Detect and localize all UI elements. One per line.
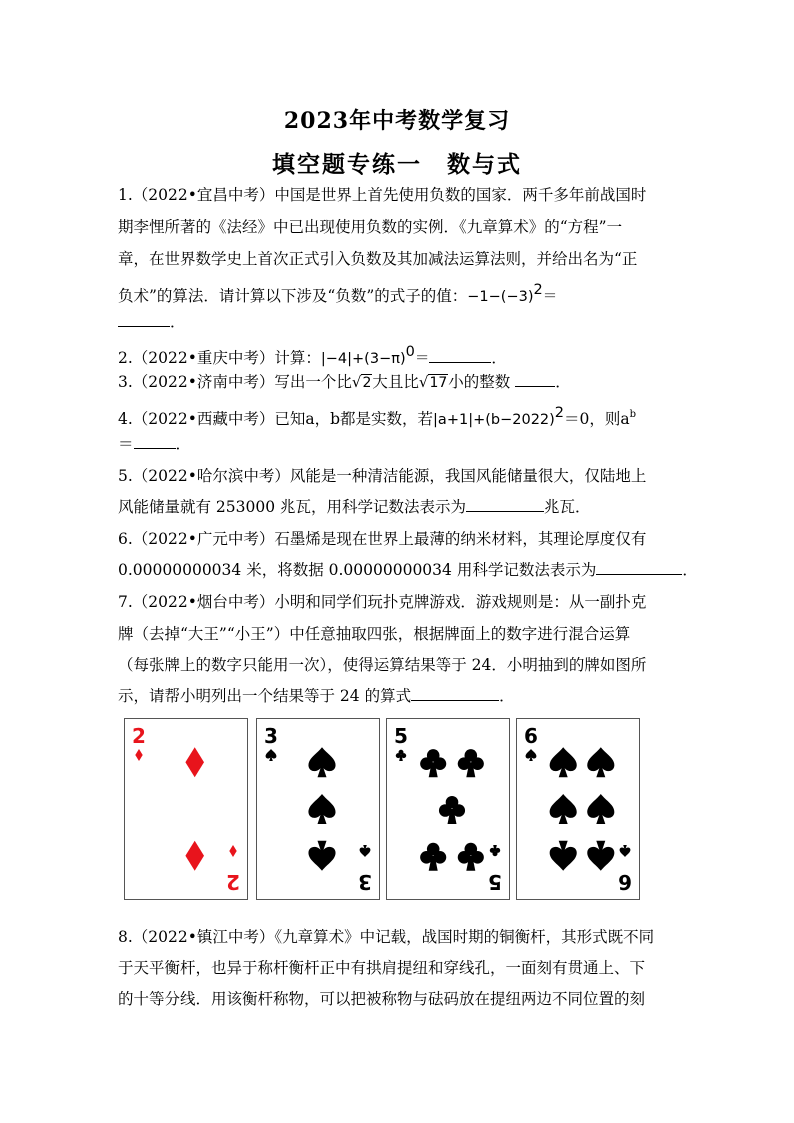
card-suit-pip-icon	[439, 796, 465, 824]
q2-equals: ＝	[414, 351, 430, 367]
q3-line	[118, 372, 678, 393]
q3-sqrt-2: √17	[418, 373, 448, 391]
card-rank-label: 2	[132, 724, 146, 748]
card-suit-pip-icon	[308, 794, 335, 824]
q6-line-1: 6.（2022•广元中考）石墨烯是现在世界上最薄的纳米材料，其理论厚度仅有	[118, 530, 647, 548]
q2-exponent: 0	[405, 344, 415, 360]
q1-period: ．	[170, 313, 186, 331]
q7-answer-blank[interactable]	[411, 686, 499, 701]
card-top-index	[132, 724, 146, 748]
card-suit-pip-icon	[587, 794, 614, 824]
card-two-of-diamonds	[124, 718, 248, 900]
q4-text-b: ＝0，则a	[564, 410, 630, 428]
card-rank-label: 5	[488, 870, 502, 894]
q1-answer-blank[interactable]	[118, 312, 170, 327]
card-rank-label: 2	[226, 870, 240, 894]
card-bottom-index	[618, 870, 632, 894]
card-face	[257, 719, 379, 899]
card-suit-pip-icon	[308, 747, 335, 777]
q8-line-2: 于天平衡杆，也异于称杆衡杆正中有拱肩提纽和穿线孔，一面刻有贯通上、下	[118, 959, 646, 977]
card-rank-label: 6	[524, 724, 538, 748]
q3-answer-blank[interactable]	[515, 372, 555, 387]
q4-exponent-b: b	[629, 409, 637, 420]
q5-line-1: 5.（2022•哈尔滨中考）风能是一种清洁能源，我国风能储量很大，仅陆地上	[118, 467, 647, 485]
q2-answer-blank[interactable]	[429, 348, 491, 363]
card-bottom-index	[358, 870, 372, 894]
card-six-of-spades	[516, 718, 640, 900]
card-suit-pip-icon	[420, 843, 446, 871]
card-bottom-index	[488, 870, 502, 894]
card-top-index	[264, 724, 278, 748]
q4-period: ．	[175, 435, 192, 453]
card-suit-pip-icon	[587, 747, 614, 777]
q6-line-2	[118, 560, 698, 580]
q1-line-2: 期李悝所著的《法经》中已出现使用负数的实例．《九章算术》的“方程”一	[118, 218, 623, 236]
q4-answer-blank[interactable]	[134, 434, 176, 449]
q4-exponent: 2	[554, 405, 565, 421]
q7-text-a: 示，请帮小明列出一个结果等于 24 的算式	[118, 687, 412, 705]
q1-line-5	[118, 312, 678, 332]
card-index-suit-icon	[229, 845, 236, 857]
q7-line-4	[118, 686, 678, 706]
q3-text-c: 小的整数	[448, 373, 511, 391]
q7-line-2: 牌（去掉“大王”“小王”）中任意抽取四张，根据牌面上的数字进行混合运算	[118, 625, 631, 643]
card-index-suit-icon	[620, 845, 631, 857]
q4-equals: ＝	[118, 435, 134, 453]
card-suit-pip-icon	[185, 747, 204, 777]
card-index-suit-icon	[396, 750, 406, 761]
card-face	[517, 719, 639, 899]
q8-line-3: 的十等分线．用该衡杆称物，可以把被称物与砝码放在提纽两边不同位置的刻	[118, 990, 646, 1008]
card-face	[125, 719, 247, 899]
q8-line-1: 8.（2022•镇江中考）《九章算术》中记载，战国时期的铜衡杆，其形式既不同	[118, 928, 655, 946]
q3-text-b: 大且比	[372, 373, 419, 391]
card-suit-pip-icon	[587, 841, 614, 871]
q7-line-1: 7.（2022•烟台中考）小明和同学们玩扑克牌游戏．游戏规则是：从一副扑克	[118, 593, 647, 611]
q5-text-b: 兆瓦．	[544, 498, 591, 516]
q6-text-a: 0.00000000034 米，将数据 0.00000000034 用科学记数法表示为	[118, 561, 597, 579]
q7-line-3: （每张牌上的数字只能用一次），使得运算结果等于 24．小明抽到的牌如图所	[118, 656, 647, 674]
q3-text-a: 3.（2022•济南中考）写出一个比	[118, 373, 352, 391]
q1-line-1: 1.（2022•宜昌中考）中国是世界上首先使用负数的国家．两千多年前战国时	[118, 186, 647, 204]
card-top-index	[524, 724, 538, 748]
q4-text-a: 4.（2022•西藏中考）已知a，b都是实数，若	[118, 410, 434, 428]
card-three-of-spades	[256, 718, 380, 900]
q4-line-1	[118, 403, 678, 430]
q6-period: ．	[682, 561, 698, 579]
card-suit-pip-icon	[458, 843, 484, 871]
q3-sqrt-1: √2	[351, 373, 372, 391]
playing-cards-figure	[124, 718, 668, 902]
q4-line-2	[118, 434, 678, 454]
card-rank-label: 3	[264, 724, 278, 748]
q2-expression: |−4|+(3−π)	[320, 351, 406, 367]
card-top-index	[394, 724, 408, 748]
q3-period: ．	[555, 373, 571, 391]
card-index-suit-icon	[490, 845, 500, 856]
q2-period: ．	[491, 349, 507, 367]
card-bottom-index	[226, 870, 240, 894]
q1-equals: ＝	[542, 289, 558, 305]
card-suit-pip-icon	[308, 841, 335, 871]
card-rank-label: 3	[358, 870, 372, 894]
q6-answer-blank[interactable]	[596, 560, 682, 575]
card-five-of-clubs	[386, 718, 510, 900]
q5-text-a: 风能储量就有 253000 兆瓦，用科学记数法表示为	[118, 498, 467, 516]
page-subtitle: 填空题专练一 数与式	[272, 151, 522, 178]
q7-period: ．	[499, 687, 515, 705]
q1-line-4-text: 负术”的算法．请计算以下涉及“负数”的式子的值：	[118, 287, 468, 305]
card-index-suit-icon	[526, 749, 537, 761]
card-suit-pip-icon	[550, 794, 577, 824]
q2-text: 2.（2022•重庆中考）计算：	[118, 349, 321, 367]
card-suit-pip-icon	[458, 749, 484, 777]
card-suit-pip-icon	[185, 841, 204, 871]
card-suit-pip-icon	[550, 747, 577, 777]
card-suit-pip-icon	[550, 841, 577, 871]
card-index-suit-icon	[266, 749, 277, 761]
q1-expression: −1−(−3)	[467, 289, 534, 305]
q1-line-3: 章，在世界数学史上首次正式引入负数及其加减法运算法则，并给出名为“正	[118, 250, 638, 268]
card-rank-label: 6	[618, 870, 632, 894]
q1-line-4	[118, 280, 678, 307]
card-rank-label: 5	[394, 724, 408, 748]
q1-exponent: 2	[533, 282, 543, 298]
q5-answer-blank[interactable]	[466, 497, 544, 512]
card-index-suit-icon	[135, 749, 142, 761]
card-suit-pip-icon	[420, 749, 446, 777]
card-face	[387, 719, 509, 899]
page-title: 2023年中考数学复习	[283, 108, 511, 134]
card-index-suit-icon	[360, 845, 371, 857]
q4-expression: |a+1|+(b−2022)	[433, 412, 555, 428]
q2-line	[118, 342, 678, 369]
q5-line-2	[118, 497, 678, 517]
